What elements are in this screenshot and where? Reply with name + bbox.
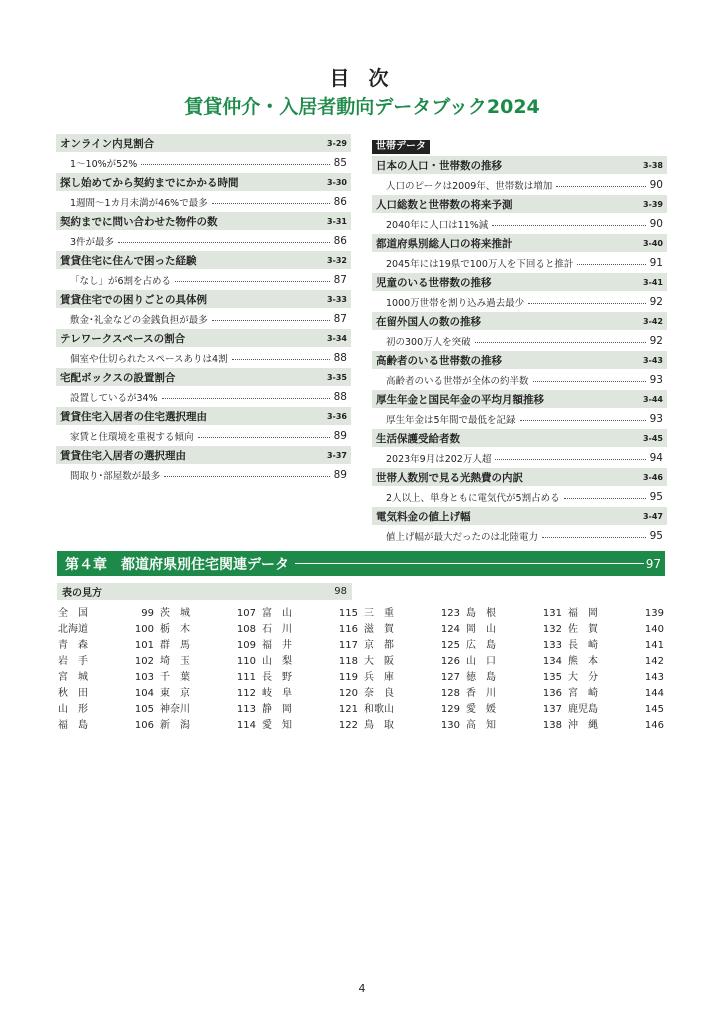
prefecture-page: 134: [542, 656, 562, 667]
toc-entry[interactable]: [56, 269, 351, 290]
prefecture-page: 145: [644, 704, 664, 715]
toc-heading-code: 3-46: [642, 472, 663, 482]
prefecture-page: 131: [542, 608, 562, 619]
prefecture-name: 福 井: [262, 640, 292, 651]
toc-entry-page: 90: [649, 178, 663, 191]
how-to-read-entry[interactable]: [57, 583, 352, 600]
toc-entry-summary: 2045年には19県で100万人を下回ると推計: [386, 258, 574, 270]
prefecture-name: 埼 玉: [160, 656, 190, 667]
prefecture-entry[interactable]: [262, 670, 360, 686]
toc-heading-title: 世帯人数別で見る光熱費の内訳: [376, 471, 523, 484]
prefecture-name: 愛 知: [262, 720, 292, 731]
toc-right-column: [372, 134, 667, 546]
prefecture-entry[interactable]: [58, 622, 156, 638]
dot-leader: [141, 164, 329, 165]
prefecture-page: 102: [134, 656, 154, 667]
toc-heading-title: 在留外国人の数の推移: [376, 315, 481, 328]
prefecture-page: 146: [644, 720, 664, 731]
toc-heading[interactable]: [372, 468, 667, 486]
toc-heading[interactable]: [372, 234, 667, 252]
toc-heading-title: 高齢者のいる世帯数の推移: [376, 354, 502, 367]
prefecture-page: 126: [440, 656, 460, 667]
prefecture-page: 132: [542, 624, 562, 635]
toc-heading[interactable]: [56, 173, 351, 191]
toc-entry[interactable]: [372, 213, 667, 234]
prefecture-page: 125: [440, 640, 460, 651]
dot-leader: [495, 459, 645, 460]
toc-heading-code: 3-34: [326, 333, 347, 343]
toc-heading-code: 3-37: [326, 450, 347, 460]
toc-entry[interactable]: [372, 525, 667, 546]
toc-entry-summary: 初の300万人を突破: [386, 336, 471, 348]
dot-leader: [528, 303, 645, 304]
page-number: 4: [358, 982, 366, 995]
toc-entry-page: 85: [333, 156, 347, 169]
prefecture-entry[interactable]: [364, 702, 462, 718]
dot-leader: [564, 498, 646, 499]
prefecture-entry[interactable]: [160, 638, 258, 654]
prefecture-entry[interactable]: [466, 670, 564, 686]
toc-heading-code: 3-45: [642, 433, 663, 443]
prefecture-name: 鹿児島: [568, 704, 598, 715]
how-to-read-label: 表の見方: [62, 588, 102, 599]
prefecture-page: 124: [440, 624, 460, 635]
toc-entry-page: 88: [333, 390, 347, 403]
toc-heading-title: 賃貸住宅入居者の住宅選択理由: [60, 410, 207, 423]
prefecture-page: 143: [644, 672, 664, 683]
prefecture-entry[interactable]: [466, 638, 564, 654]
toc-entry-page: 95: [649, 529, 663, 542]
prefecture-entry[interactable]: [160, 606, 258, 622]
leader-line: [295, 563, 644, 564]
prefecture-page: 135: [542, 672, 562, 683]
prefecture-entry[interactable]: [160, 686, 258, 702]
prefecture-name: 広 島: [466, 640, 496, 651]
prefecture-name: 香 川: [466, 688, 496, 699]
toc-heading[interactable]: [56, 407, 351, 425]
toc-heading-code: 3-44: [642, 394, 663, 404]
prefecture-entry[interactable]: [262, 686, 360, 702]
prefecture-name: 三 重: [364, 608, 394, 619]
prefecture-page: 111: [236, 672, 256, 683]
toc-heading-code: 3-35: [326, 372, 347, 382]
prefecture-name: 北海道: [58, 624, 88, 635]
toc-heading-code: 3-42: [642, 316, 663, 326]
prefecture-page: 130: [440, 720, 460, 731]
prefecture-name: 沖 縄: [568, 720, 598, 731]
prefecture-page: 141: [644, 640, 664, 651]
toc-entry-page: 90: [649, 217, 663, 230]
prefecture-entry[interactable]: [568, 702, 666, 718]
dot-leader: [212, 320, 330, 321]
prefecture-page: 133: [542, 640, 562, 651]
prefecture-page: 128: [440, 688, 460, 699]
prefecture-entry[interactable]: [58, 654, 156, 670]
dot-leader: [542, 537, 646, 538]
prefecture-name: 熊 本: [568, 656, 598, 667]
prefecture-name: 大 分: [568, 672, 598, 683]
prefecture-name: 新 潟: [160, 720, 190, 731]
prefecture-name: 茨 城: [160, 608, 190, 619]
toc-heading[interactable]: [56, 134, 351, 152]
toc-heading[interactable]: [372, 507, 667, 525]
dot-leader: [577, 264, 645, 265]
toc-heading[interactable]: [372, 156, 667, 174]
toc-heading-title: 賃貸住宅入居者の選択理由: [60, 449, 186, 462]
dot-leader: [198, 437, 330, 438]
prefecture-entry[interactable]: [160, 670, 258, 686]
prefecture-page: 106: [134, 720, 154, 731]
prefecture-name: 福 岡: [568, 608, 598, 619]
section-label: 世帯データ: [372, 140, 430, 154]
dot-leader: [175, 281, 330, 282]
toc-entry-page: 92: [649, 334, 663, 347]
dot-leader: [162, 398, 330, 399]
toc-entry[interactable]: [56, 464, 351, 485]
prefecture-entry[interactable]: [160, 702, 258, 718]
prefecture-page: 123: [440, 608, 460, 619]
prefecture-name: 神奈川: [160, 704, 190, 715]
toc-entry-summary: 設置しているが34%: [70, 392, 158, 404]
toc-left-column: [56, 134, 351, 485]
toc-heading[interactable]: [372, 195, 667, 213]
prefecture-page: 138: [542, 720, 562, 731]
toc-entry-summary: 1000万世帯を割り込み過去最少: [386, 297, 525, 309]
toc-heading[interactable]: [372, 390, 667, 408]
prefecture-page: 144: [644, 688, 664, 699]
prefecture-name: 山 口: [466, 656, 496, 667]
dot-leader: [533, 381, 646, 382]
prefecture-entry[interactable]: [568, 718, 666, 734]
dot-leader: [475, 342, 646, 343]
toc-heading[interactable]: [372, 351, 667, 369]
toc-heading-code: 3-39: [642, 199, 663, 209]
prefecture-entry[interactable]: [568, 606, 666, 622]
toc-heading-title: テレワークスペースの割合: [60, 332, 186, 345]
toc-entry-summary: 3件が最多: [70, 236, 115, 248]
prefecture-name: 福 島: [58, 720, 88, 731]
toc-heading-title: 児童のいる世帯数の推移: [376, 276, 492, 289]
chapter-page: 97: [645, 556, 661, 571]
prefecture-entry[interactable]: [568, 686, 666, 702]
prefecture-name: 岩 手: [58, 656, 88, 667]
prefecture-entry[interactable]: [364, 718, 462, 734]
toc-entry-summary: 間取り･部屋数が最多: [70, 470, 161, 482]
prefecture-page: 137: [542, 704, 562, 715]
prefecture-name: 宮 崎: [568, 688, 598, 699]
dot-leader: [212, 203, 330, 204]
toc-entry-summary: 厚生年金は5年間で最低を記録: [386, 414, 516, 426]
dot-leader: [232, 359, 330, 360]
prefecture-entry[interactable]: [262, 702, 360, 718]
toc-heading[interactable]: [56, 329, 351, 347]
toc-entry[interactable]: [56, 308, 351, 329]
prefecture-name: 徳 島: [466, 672, 496, 683]
toc-entry-summary: 人口のピークは2009年、世帯数は増加: [386, 180, 553, 192]
toc-entry-summary: 値上げ幅が最大だったのは北陸電力: [386, 531, 539, 543]
prefecture-entry[interactable]: [262, 638, 360, 654]
toc-entry[interactable]: [56, 191, 351, 212]
toc-entry-summary: 個室や仕切られたスペースありは4割: [70, 353, 228, 365]
prefecture-page: 113: [236, 704, 256, 715]
prefecture-entry[interactable]: [466, 622, 564, 638]
book-title: 賃貸仲介・入居者動向データブック2024: [184, 96, 540, 118]
prefecture-entry[interactable]: [160, 622, 258, 638]
prefecture-entry[interactable]: [568, 670, 666, 686]
prefecture-name: 奈 良: [364, 688, 394, 699]
prefecture-entry[interactable]: [262, 654, 360, 670]
prefecture-entry[interactable]: [58, 686, 156, 702]
toc-heading-code: 3-33: [326, 294, 347, 304]
dot-leader: [520, 420, 646, 421]
toc-entry-summary: 1～10%が52%: [70, 158, 138, 170]
prefecture-entry[interactable]: [262, 606, 360, 622]
toc-entry-page: 91: [649, 256, 663, 269]
toc-entry-page: 92: [649, 295, 663, 308]
prefecture-page: 121: [338, 704, 358, 715]
dot-leader: [164, 476, 329, 477]
toc-entry-summary: 高齢者のいる世帯が全体の約半数: [386, 375, 529, 387]
toc-heading[interactable]: [372, 429, 667, 447]
prefecture-name: 京 都: [364, 640, 394, 651]
toc-entry-summary: 2人以上、単身ともに電気代が5割占める: [386, 492, 560, 504]
prefecture-page: 110: [236, 656, 256, 667]
toc-entry-page: 95: [649, 490, 663, 503]
prefecture-name: 和歌山: [364, 704, 394, 715]
toc-heading-code: 3-43: [642, 355, 663, 365]
prefecture-name: 岡 山: [466, 624, 496, 635]
toc-heading-code: 3-29: [326, 138, 347, 148]
toc-entry-summary: 家賃と住環境を重視する傾向: [70, 431, 194, 443]
prefecture-name: 島 根: [466, 608, 496, 619]
prefecture-entry[interactable]: [262, 622, 360, 638]
prefecture-page: 127: [440, 672, 460, 683]
prefecture-name: 長 野: [262, 672, 292, 683]
prefecture-name: 群 馬: [160, 640, 190, 651]
dot-leader: [556, 186, 645, 187]
prefecture-page: 136: [542, 688, 562, 699]
prefecture-entry[interactable]: [568, 622, 666, 638]
toc-entry[interactable]: [372, 291, 667, 312]
prefecture-page: 122: [338, 720, 358, 731]
prefecture-page: 119: [338, 672, 358, 683]
toc-entry-page: 93: [649, 412, 663, 425]
toc-entry[interactable]: [56, 152, 351, 173]
prefecture-name: 栃 木: [160, 624, 190, 635]
prefecture-name: 愛 媛: [466, 704, 496, 715]
toc-heading-title: 厚生年金と国民年金の平均月額推移: [376, 393, 544, 406]
prefecture-name: 石 川: [262, 624, 292, 635]
toc-entry-page: 94: [649, 451, 663, 464]
how-to-read-page: 98: [334, 586, 347, 597]
prefecture-name: 静 岡: [262, 704, 292, 715]
toc-heading-code: 3-32: [326, 255, 347, 265]
prefecture-page: 118: [338, 656, 358, 667]
toc-entry[interactable]: [372, 408, 667, 429]
toc-heading[interactable]: [56, 446, 351, 464]
prefecture-page: 116: [338, 624, 358, 635]
toc-heading-title: 人口総数と世帯数の将来予測: [376, 198, 513, 211]
prefecture-name: 長 崎: [568, 640, 598, 651]
toc-entry[interactable]: [372, 252, 667, 273]
toc-heading-title: 契約までに問い合わせた物件の数: [60, 215, 218, 228]
prefecture-name: 佐 賀: [568, 624, 598, 635]
page-title: 目 次: [329, 66, 395, 90]
prefecture-entry[interactable]: [160, 654, 258, 670]
prefecture-page: 120: [338, 688, 358, 699]
prefecture-page: 112: [236, 688, 256, 699]
toc-entry[interactable]: [372, 486, 667, 507]
prefecture-page: 140: [644, 624, 664, 635]
toc-heading-title: 日本の人口・世帯数の推移: [376, 159, 502, 172]
toc-heading-title: オンライン内見割合: [60, 137, 155, 150]
prefecture-entry[interactable]: [466, 654, 564, 670]
prefecture-name: 秋 田: [58, 688, 88, 699]
prefecture-page: 105: [134, 704, 154, 715]
toc-heading[interactable]: [372, 312, 667, 330]
prefecture-entry[interactable]: [466, 686, 564, 702]
prefecture-entry[interactable]: [262, 718, 360, 734]
toc-entry[interactable]: [372, 447, 667, 468]
dot-leader: [492, 225, 645, 226]
prefecture-name: 全 国: [58, 608, 88, 619]
prefecture-entry[interactable]: [58, 702, 156, 718]
toc-entry[interactable]: [372, 330, 667, 351]
prefecture-page: 100: [134, 624, 154, 635]
toc-heading-code: 3-40: [642, 238, 663, 248]
toc-heading[interactable]: [56, 212, 351, 230]
prefecture-name: 山 形: [58, 704, 88, 715]
prefecture-entry[interactable]: [568, 654, 666, 670]
prefecture-name: 東 京: [160, 688, 190, 699]
prefecture-entry[interactable]: [58, 606, 156, 622]
prefecture-entry[interactable]: [364, 622, 462, 638]
toc-heading-code: 3-47: [642, 511, 663, 521]
prefecture-entry[interactable]: [160, 718, 258, 734]
prefecture-entry[interactable]: [364, 638, 462, 654]
prefecture-entry[interactable]: [466, 606, 564, 622]
prefecture-page: 109: [236, 640, 256, 651]
prefecture-entry[interactable]: [364, 670, 462, 686]
prefecture-entry[interactable]: [364, 606, 462, 622]
prefecture-name: 千 葉: [160, 672, 190, 683]
toc-heading[interactable]: [56, 368, 351, 386]
prefecture-page: 104: [134, 688, 154, 699]
prefecture-name: 鳥 取: [364, 720, 394, 731]
prefecture-entry[interactable]: [364, 654, 462, 670]
toc-entry-page: 86: [333, 195, 347, 208]
toc-entry[interactable]: [56, 425, 351, 446]
prefecture-name: 高 知: [466, 720, 496, 731]
toc-entry-summary: 1週間～1カ月未満が46%で最多: [70, 197, 208, 209]
toc-entry-page: 89: [333, 429, 347, 442]
prefecture-entry[interactable]: [466, 718, 564, 734]
dot-leader: [118, 242, 330, 243]
prefecture-entry[interactable]: [568, 638, 666, 654]
prefecture-entry[interactable]: [58, 718, 156, 734]
toc-heading-title: 宅配ボックスの設置割合: [60, 371, 176, 384]
toc-entry-page: 93: [649, 373, 663, 386]
prefecture-page: 139: [644, 608, 664, 619]
prefecture-name: 富 山: [262, 608, 292, 619]
toc-entry-summary: 2023年9月は202万人超: [386, 453, 492, 465]
toc-entry[interactable]: [56, 386, 351, 407]
toc-entry-summary: 2040年に人口は11%減: [386, 219, 489, 231]
prefecture-page: 129: [440, 704, 460, 715]
toc-entry-page: 86: [333, 234, 347, 247]
prefecture-entry[interactable]: [58, 638, 156, 654]
toc-heading-code: 3-41: [642, 277, 663, 287]
toc-heading-code: 3-31: [326, 216, 347, 226]
toc-heading[interactable]: [372, 273, 667, 291]
prefecture-page: 115: [338, 608, 358, 619]
toc-entry-page: 88: [333, 351, 347, 364]
prefecture-entry[interactable]: [364, 686, 462, 702]
toc-entry[interactable]: [56, 347, 351, 368]
chapter-title: 第４章 都道府県別住宅関連データ: [65, 556, 289, 573]
prefecture-page: 117: [338, 640, 358, 651]
prefecture-name: 宮 城: [58, 672, 88, 683]
prefecture-entry[interactable]: [58, 670, 156, 686]
prefecture-name: 大 阪: [364, 656, 394, 667]
prefecture-page: 99: [141, 608, 154, 619]
prefecture-name: 山 梨: [262, 656, 292, 667]
toc-heading-title: 探し始めてから契約までにかかる時間: [60, 176, 239, 189]
prefecture-page: 114: [236, 720, 256, 731]
prefecture-name: 滋 賀: [364, 624, 394, 635]
toc-entry[interactable]: [372, 174, 667, 195]
toc-heading-title: 賃貸住宅に住んで困った経験: [60, 254, 197, 267]
chapter-4-entry[interactable]: [57, 551, 665, 576]
toc-entry-page: 87: [333, 312, 347, 325]
toc-entry[interactable]: [372, 369, 667, 390]
toc-entry-summary: 敷金･礼金などの金銭負担が最多: [70, 314, 208, 326]
toc-heading-title: 生活保護受給者数: [376, 432, 460, 445]
toc-entry-page: 87: [333, 273, 347, 286]
prefecture-page: 107: [236, 608, 256, 619]
prefecture-page: 103: [134, 672, 154, 683]
prefecture-name: 兵 庫: [364, 672, 394, 683]
prefecture-entry[interactable]: [466, 702, 564, 718]
toc-entry-page: 89: [333, 468, 347, 481]
toc-heading-title: 都道府県別総人口の将来推計: [376, 237, 513, 250]
toc-heading[interactable]: [56, 251, 351, 269]
prefecture-page: 101: [134, 640, 154, 651]
toc-entry[interactable]: [56, 230, 351, 251]
toc-heading-code: 3-38: [642, 160, 663, 170]
toc-heading-title: 電気料金の値上げ幅: [376, 510, 471, 523]
prefecture-index: [58, 606, 666, 734]
toc-heading-code: 3-36: [326, 411, 347, 421]
prefecture-name: 岐 阜: [262, 688, 292, 699]
toc-heading-code: 3-30: [326, 177, 347, 187]
prefecture-page: 108: [236, 624, 256, 635]
prefecture-page: 142: [644, 656, 664, 667]
toc-heading-title: 賃貸住宅での困りごとの具体例: [60, 293, 207, 306]
toc-entry-summary: 「なし」が6割を占める: [70, 275, 172, 287]
prefecture-name: 青 森: [58, 640, 88, 651]
toc-heading[interactable]: [56, 290, 351, 308]
